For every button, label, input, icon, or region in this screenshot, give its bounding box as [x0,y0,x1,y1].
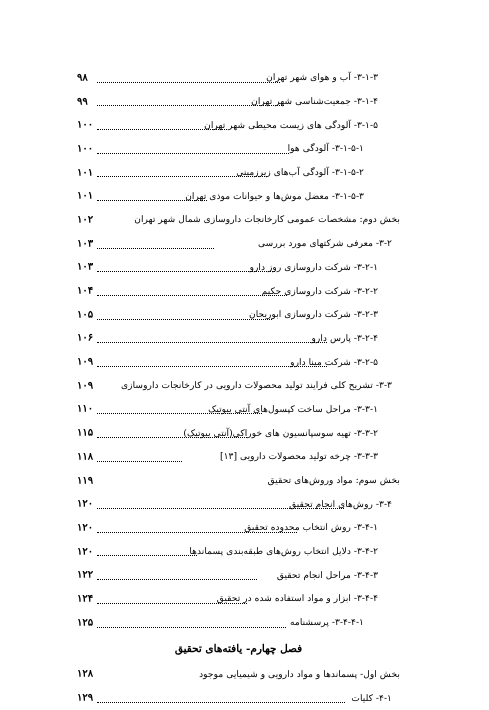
toc-entry [77,327,400,351]
dotted-leader [97,413,262,414]
dotted-leader [97,82,280,83]
toc-entry [77,563,400,587]
toc-entry [77,445,400,469]
toc-entry-page-number: ۱۲۲ [77,569,94,581]
dotted-leader [97,532,297,533]
toc-entry [77,208,400,232]
toc-entry [77,137,400,161]
toc-entry [77,686,400,710]
toc-entry-page-number: ۱۰۹ [77,380,94,392]
toc-entry-page-number: ۱۲۹ [77,692,94,704]
toc-entry [77,421,400,445]
dotted-leader [97,627,286,628]
dotted-leader [97,176,267,177]
table-of-contents [77,66,400,710]
toc-group-chapter-4 [77,663,400,710]
toc-entry [77,492,400,516]
toc-entry-title: ۳-۱-۵-۱- آلودگی هوا [287,143,364,155]
toc-entry-page-number: ۱۰۲ [77,214,94,226]
toc-entry-page-number: ۱۰۶ [77,332,94,344]
toc-entry-title: ۳-۲-۳- شرکت داروسازی ابوریحان [248,309,378,321]
dotted-leader [97,603,247,604]
toc-entry-title: ۳-۱-۵-۳- معضل موش‌ها و حیوانات موذی تهران [185,190,364,202]
toc-entry [77,663,400,687]
toc-entry [77,540,400,564]
toc-entry-page-number: ۱۲۰ [77,522,94,534]
toc-entry [77,90,400,114]
toc-entry-page-number: ۱۰۳ [77,238,94,250]
toc-entry-title: ۳-۱-۵-۲- آلودگی آب‌های زیرزمینی [236,167,364,179]
chapter-heading: فصل چهارم- یافته‌های تحقیق [174,642,303,655]
toc-entry-title: بخش سوم: مواد وروش‌های تحقیق [267,475,400,487]
toc-entry-title: ۴-۱- کلیات [351,692,392,704]
dotted-leader [97,271,275,272]
dotted-leader [97,461,182,462]
toc-entry-title: ۳-۲-۵- شرکت مینا دارو [290,356,378,368]
dotted-leader [97,555,197,556]
toc-entry-page-number: ۱۲۰ [77,546,94,558]
toc-entry-page-number: ۱۱۸ [77,451,94,463]
dotted-leader [97,508,344,509]
toc-entry [77,516,400,540]
toc-entry-page-number: ۹۹ [77,96,88,108]
toc-entry [77,611,400,635]
toc-entry-title: ۳-۴-۴- ابزار و مواد استفاده شده در تحقیق [216,593,378,605]
toc-entry-page-number: ۱۲۰ [77,498,94,510]
toc-entry-page-number: ۱۲۴ [77,593,94,605]
toc-entry-page-number: ۱۰۰ [77,143,94,155]
toc-entry-page-number: ۱۰۴ [77,285,94,297]
toc-entry [77,279,400,303]
dotted-leader [97,702,345,703]
toc-entry [77,232,400,256]
toc-entry [77,587,400,611]
dotted-leader [97,129,227,130]
toc-entry-page-number: ۱۰۱ [77,190,94,202]
toc-entry [77,350,400,374]
toc-entry-title: ۳-۳-۳- چرخه تولید محصولات دارویی [۱۳] [219,451,378,463]
toc-entry-title: بخش اول- پسماندها و مواد دارویی و شیمیایی موجود [199,668,400,680]
toc-entry-title: ۳-۲-۱- شرکت داروسازی روز دارو [249,261,378,273]
dotted-leader [97,105,284,106]
dotted-leader [97,295,287,296]
toc-entry [77,113,400,137]
dotted-leader [97,437,247,438]
toc-group-chapter-3 [77,66,400,635]
toc-entry [77,256,400,280]
toc-entry-title: ۳-۴-۱- روش انتخاب محدوده تحقیق [244,522,378,534]
toc-entry-page-number: ۱۱۰ [77,403,94,415]
toc-entry-title: ۳-۲-۴- پارس دارو [311,332,378,344]
toc-entry [77,184,400,208]
toc-entry-page-number: ۱۰۹ [77,356,94,368]
dotted-leader [97,319,272,320]
dotted-leader [97,579,257,580]
dotted-leader [97,366,327,367]
toc-entry-page-number: ۱۲۵ [77,617,94,629]
toc-entry-title: ۳-۱-۵- آلودگی های زیست محیطی شهر تهران [204,119,378,131]
dotted-leader [97,342,327,343]
toc-entry-title: ۳-۳- تشریح کلی فرایند تولید محصولات دارویی در کارخانجات داروسازی [120,380,392,392]
toc-entry-title: ۳-۱-۴- جمعیت‌شناسی شهر تهران [251,96,378,108]
toc-entry-page-number: ۱۱۵ [77,427,94,439]
toc-entry-title: ۳-۴-۳- مراحل انجام تحقیق [276,569,378,581]
toc-entry-page-number: ۱۲۸ [77,668,94,680]
dotted-leader [97,153,289,154]
toc-entry-page-number: ۱۰۳ [77,261,94,273]
toc-entry-page-number: ۱۰۰ [77,119,94,131]
toc-entry-page-number: ۱۱۹ [77,475,94,487]
toc-entry [77,303,400,327]
toc-entry-page-number: ۹۸ [77,72,88,84]
toc-entry-title: ۳-۳-۲- تهیه سوسپانسیون های خوراکی(آنتی بیوتیک) [183,427,378,439]
toc-entry [77,469,400,493]
toc-entry [77,161,400,185]
dotted-leader [97,248,214,249]
toc-entry-title: ۳-۲- معرفی شرکتهای مورد بررسی [258,238,392,250]
toc-entry [77,398,400,422]
toc-entry [77,374,400,398]
toc-entry-page-number: ۱۰۵ [77,309,94,321]
toc-entry-title: ۳-۴-۴-۱- پرسشنامه [289,617,364,629]
toc-entry-title: ۳-۴-۲- دلایل انتخاب روش‌های طبقه‌بندی پسماندها [189,546,378,558]
toc-entry [77,66,400,90]
toc-entry-title: ۳-۳-۱- مراحل ساخت کپسول‌های آنتی بیوتیک [208,403,378,415]
toc-entry-title: بخش دوم: مشخصات عمومی کارخانجات داروسازی شمال شهر تهران [134,214,400,226]
toc-entry-title: ۳-۱-۳- آب و هوای شهر تهران [266,72,378,84]
toc-entry-page-number: ۱۰۱ [77,167,94,179]
toc-entry-title: ۳-۲-۲- شرکت داروسازی حکیم [261,285,378,297]
dotted-leader [97,200,207,201]
toc-entry-title: ۳-۴- روش‌های انجام تحقیق [289,498,392,510]
